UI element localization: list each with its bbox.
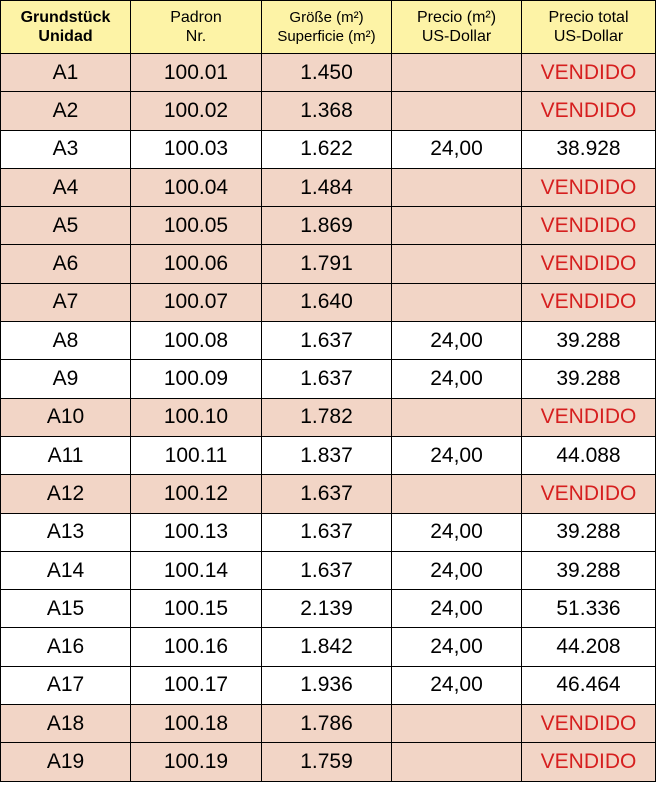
padron-cell: 100.18 [131, 705, 262, 743]
price-total-cell: VENDIDO [522, 168, 656, 206]
price-total-cell: VENDIDO [522, 245, 656, 283]
price-total-cell: 44.088 [522, 436, 656, 474]
unit-cell: A10 [1, 398, 131, 436]
table-row [1, 54, 656, 92]
unit-cell: A4 [1, 168, 131, 206]
padron-cell: 100.12 [131, 475, 262, 513]
table-header-row [1, 1, 656, 54]
unit-cell: A12 [1, 475, 131, 513]
price-per-m2-cell [392, 705, 522, 743]
unit-cell: A1 [1, 54, 131, 92]
padron-cell: 100.15 [131, 590, 262, 628]
price-per-m2-cell: 24,00 [392, 628, 522, 666]
price-per-m2-cell: 24,00 [392, 322, 522, 360]
price-per-m2-cell: 24,00 [392, 666, 522, 704]
header-size-line2: Superficie (m²) [277, 28, 376, 45]
size-cell: 1.837 [262, 436, 392, 474]
padron-cell: 100.03 [131, 130, 262, 168]
size-cell: 1.368 [262, 92, 392, 130]
size-cell: 1.936 [262, 666, 392, 704]
price-total-cell: 39.288 [522, 513, 656, 551]
header-price-total-line1: Precio total [548, 9, 629, 26]
padron-cell: 100.17 [131, 666, 262, 704]
price-per-m2-cell [392, 168, 522, 206]
unit-cell: A15 [1, 590, 131, 628]
padron-cell: 100.11 [131, 436, 262, 474]
header-price-total-line2: US-Dollar [553, 28, 624, 45]
unit-cell: A5 [1, 207, 131, 245]
padron-cell: 100.07 [131, 283, 262, 321]
size-cell: 1.640 [262, 283, 392, 321]
price-per-m2-cell [392, 207, 522, 245]
table-row [1, 360, 656, 398]
header-price-m2-line1: Precio (m²) [416, 9, 497, 26]
price-total-cell: VENDIDO [522, 743, 656, 781]
size-cell: 1.637 [262, 360, 392, 398]
price-per-m2-cell [392, 92, 522, 130]
price-per-m2-cell [392, 398, 522, 436]
price-total-cell: VENDIDO [522, 398, 656, 436]
price-per-m2-cell: 24,00 [392, 513, 522, 551]
price-total-cell: VENDIDO [522, 283, 656, 321]
table-row [1, 590, 656, 628]
padron-cell: 100.10 [131, 398, 262, 436]
size-cell: 1.637 [262, 513, 392, 551]
price-total-cell: VENDIDO [522, 705, 656, 743]
size-cell: 1.759 [262, 743, 392, 781]
table-row [1, 322, 656, 360]
padron-cell: 100.08 [131, 322, 262, 360]
header-padron-line1: Padron [170, 9, 222, 26]
table-body [1, 54, 656, 782]
price-per-m2-cell: 24,00 [392, 360, 522, 398]
padron-cell: 100.06 [131, 245, 262, 283]
price-total-cell: VENDIDO [522, 54, 656, 92]
padron-cell: 100.14 [131, 551, 262, 589]
header-padron-line2: Nr. [185, 28, 207, 45]
size-cell: 1.637 [262, 551, 392, 589]
table-row [1, 283, 656, 321]
header-padron [131, 1, 262, 54]
size-cell: 1.622 [262, 130, 392, 168]
header-size [262, 1, 392, 54]
table-row [1, 666, 656, 704]
header-price-m2-line2: US-Dollar [421, 28, 492, 45]
price-total-cell: 46.464 [522, 666, 656, 704]
price-per-m2-cell [392, 283, 522, 321]
unit-cell: A2 [1, 92, 131, 130]
price-total-cell: 44.208 [522, 628, 656, 666]
price-per-m2-cell [392, 475, 522, 513]
unit-cell: A18 [1, 705, 131, 743]
padron-cell: 100.01 [131, 54, 262, 92]
size-cell: 1.637 [262, 322, 392, 360]
unit-cell: A7 [1, 283, 131, 321]
size-cell: 1.869 [262, 207, 392, 245]
padron-cell: 100.13 [131, 513, 262, 551]
table-row [1, 551, 656, 589]
table-row [1, 475, 656, 513]
padron-cell: 100.05 [131, 207, 262, 245]
price-total-cell: 39.288 [522, 551, 656, 589]
price-total-cell: 51.336 [522, 590, 656, 628]
padron-cell: 100.02 [131, 92, 262, 130]
unit-cell: A6 [1, 245, 131, 283]
table-row [1, 168, 656, 206]
padron-cell: 100.19 [131, 743, 262, 781]
padron-cell: 100.16 [131, 628, 262, 666]
unit-cell: A11 [1, 436, 131, 474]
price-total-cell: 38.928 [522, 130, 656, 168]
header-unit [1, 1, 131, 54]
table-row [1, 436, 656, 474]
price-per-m2-cell [392, 54, 522, 92]
padron-cell: 100.09 [131, 360, 262, 398]
size-cell: 1.782 [262, 398, 392, 436]
table-row [1, 207, 656, 245]
table-row [1, 398, 656, 436]
price-per-m2-cell: 24,00 [392, 551, 522, 589]
size-cell: 1.450 [262, 54, 392, 92]
price-total-cell: VENDIDO [522, 475, 656, 513]
unit-cell: A8 [1, 322, 131, 360]
unit-cell: A13 [1, 513, 131, 551]
table-row [1, 628, 656, 666]
unit-cell: A17 [1, 666, 131, 704]
table-row [1, 245, 656, 283]
unit-cell: A9 [1, 360, 131, 398]
table-row [1, 513, 656, 551]
unit-cell: A3 [1, 130, 131, 168]
price-per-m2-cell [392, 245, 522, 283]
unit-cell: A16 [1, 628, 131, 666]
price-total-cell: VENDIDO [522, 207, 656, 245]
unit-cell: A19 [1, 743, 131, 781]
table-row [1, 705, 656, 743]
size-cell: 1.791 [262, 245, 392, 283]
price-total-cell: VENDIDO [522, 92, 656, 130]
header-size-line1: Größe (m²) [289, 9, 364, 26]
price-per-m2-cell: 24,00 [392, 590, 522, 628]
size-cell: 1.786 [262, 705, 392, 743]
size-cell: 1.484 [262, 168, 392, 206]
price-total-cell: 39.288 [522, 360, 656, 398]
table-row [1, 743, 656, 781]
header-unit-line2: Unidad [38, 28, 93, 45]
table-row [1, 92, 656, 130]
unit-cell: A14 [1, 551, 131, 589]
padron-cell: 100.04 [131, 168, 262, 206]
price-total-cell: 39.288 [522, 322, 656, 360]
price-per-m2-cell: 24,00 [392, 130, 522, 168]
header-price-total [522, 1, 656, 54]
table-row [1, 130, 656, 168]
header-unit-line1: Grundstück [20, 9, 111, 26]
size-cell: 2.139 [262, 590, 392, 628]
price-per-m2-cell: 24,00 [392, 436, 522, 474]
size-cell: 1.637 [262, 475, 392, 513]
price-per-m2-cell [392, 743, 522, 781]
header-price-m2 [392, 1, 522, 54]
size-cell: 1.842 [262, 628, 392, 666]
